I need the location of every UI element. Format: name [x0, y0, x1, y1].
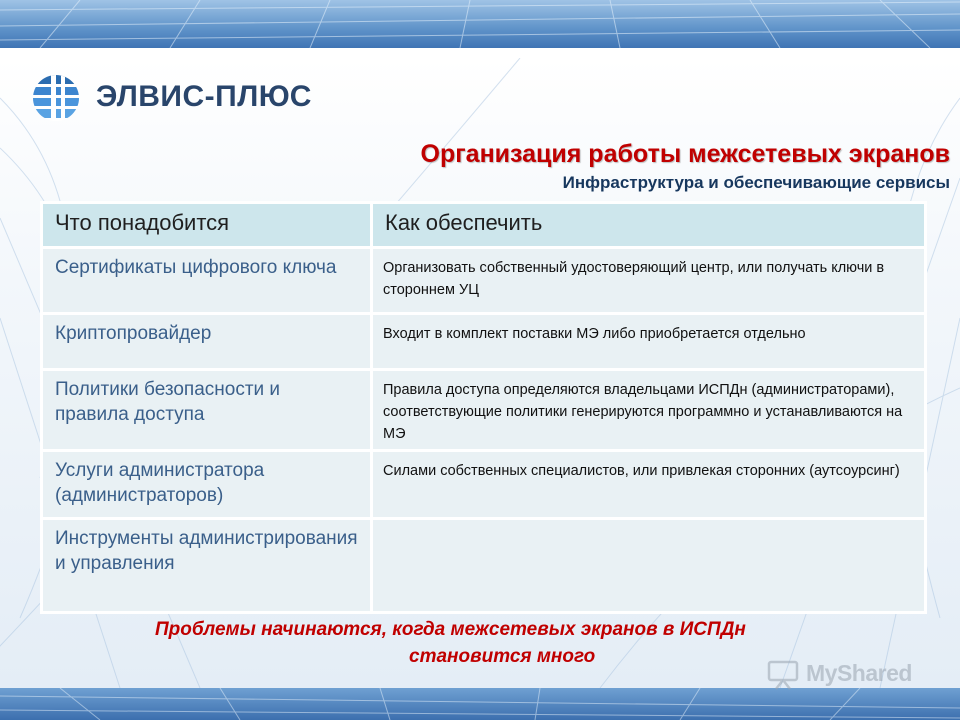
bottom-band-grid	[0, 688, 960, 720]
slide-subtitle: Инфраструктура и обеспечивающие сервисы	[562, 173, 950, 192]
requirements-table	[40, 201, 927, 614]
problem-line-1: Проблемы начинаются, когда межсетевых экранов в ИСПДн	[155, 619, 746, 640]
problem-line-2: становится много	[409, 646, 596, 667]
table-row	[42, 248, 926, 314]
watermark	[766, 658, 936, 692]
company-logo	[30, 70, 330, 126]
cell-need: Криптопровайдер	[42, 314, 372, 370]
cell-need: Инструменты администрирования и управления	[42, 519, 372, 613]
cell-need: Сертификаты цифрового ключа	[42, 248, 372, 314]
logo-wordmark: ЭЛВИС-ПЛЮС	[96, 80, 312, 113]
projector-icon	[766, 660, 800, 690]
cell-how: Правила доступа определяются владельцами ИСПДн (администраторами), соответствующие политики генерируются программно и устанавливаются на МЭ	[372, 370, 926, 451]
table-header-row	[42, 203, 926, 248]
bottom-decorative-band	[0, 688, 960, 720]
table-row	[42, 370, 926, 451]
cell-how: Входит в комплект поставки МЭ либо приобретается отдельно	[372, 314, 926, 370]
cell-need: Услуги администратора (администраторов)	[42, 451, 372, 519]
top-decorative-band	[0, 0, 960, 48]
table-row	[42, 519, 926, 613]
table-row	[42, 451, 926, 519]
watermark-text: MyShared	[806, 660, 912, 686]
cell-how	[372, 519, 926, 613]
cell-need: Политики безопасности и правила доступа	[42, 370, 372, 451]
column-header-how: Как обеспечить	[372, 203, 926, 248]
top-band-grid	[0, 0, 960, 48]
cell-how: Силами собственных специалистов, или привлекая сторонних (аутсоурсинг)	[372, 451, 926, 519]
table-row	[42, 314, 926, 370]
column-header-need: Что понадобится	[42, 203, 372, 248]
globe-logo-icon	[30, 70, 82, 126]
slide-title: Организация работы межсетевых экранов	[420, 140, 950, 168]
cell-how: Организовать собственный удостоверяющий центр, или получать ключи в стороннем УЦ	[372, 248, 926, 314]
header-divider-strip	[0, 48, 960, 58]
